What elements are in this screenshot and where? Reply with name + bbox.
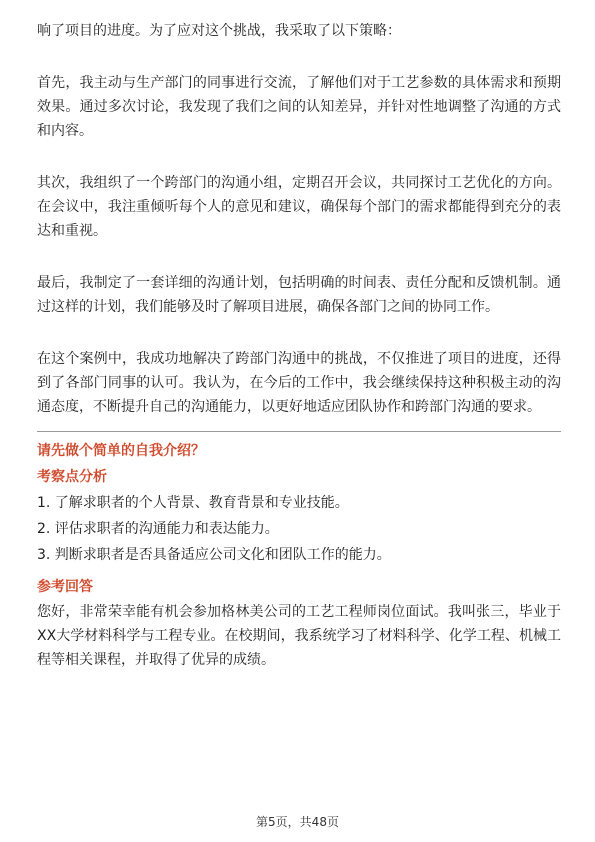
question-title: 请先做个简单的自我介绍？ <box>37 443 205 459</box>
section-divider <box>37 431 561 432</box>
analysis-point: 3. 判断求职者是否具备适应公司文化和团队工作的能力。 <box>37 547 391 563</box>
body-paragraph: 其次，我组织了一个跨部门的沟通小组，定期召开会议，共同探讨工艺优化的方向。在会议中，我注重倾听每个人的意见和建议，确保每个部门的需求都能得到充分的表达和重视。 <box>37 175 561 239</box>
page-content <box>37 19 561 672</box>
body-paragraph: 首先，我主动与生产部门的同事进行交流，了解他们对于工艺参数的具体需求和预期效果。通过多次讨论，我发现了我们之间的认知差异，并针对性地调整了沟通的方式和内容。 <box>37 75 561 139</box>
page-number: 第5页，共48页 <box>256 815 339 829</box>
analysis-point: 2. 评估求职者的沟通能力和表达能力。 <box>37 521 279 537</box>
analysis-point: 1. 了解求职者的个人背景、教育背景和专业技能。 <box>37 495 349 511</box>
answer-heading: 参考回答 <box>37 579 93 595</box>
body-paragraph: 最后，我制定了一套详细的沟通计划，包括明确的时间表、责任分配和反馈机制。通过这样的计划，我们能够及时了解项目进展，确保各部门之间的协同工作。 <box>37 275 561 315</box>
body-paragraph: 响了项目的进度。为了应对这个挑战，我采取了以下策略： <box>37 23 401 39</box>
analysis-heading: 考察点分析 <box>37 469 107 485</box>
answer-paragraph: 您好，非常荣幸能有机会参加格林美公司的工艺工程师岗位面试。我叫张三，毕业于XX大学材料科学与工程专业。在校期间，我系统学习了材料科学、化学工程、机械工程等相关课程，并取得了优异的成绩。 <box>37 604 561 668</box>
body-paragraph: 在这个案例中，我成功地解决了跨部门沟通中的挑战，不仅推进了项目的进度，还得到了各部门同事的认可。我认为，在今后的工作中，我会继续保持这种积极主动的沟通态度，不断提升自己的沟通能力，以更好地适应团队协作和跨部门沟通的要求。 <box>37 351 561 415</box>
